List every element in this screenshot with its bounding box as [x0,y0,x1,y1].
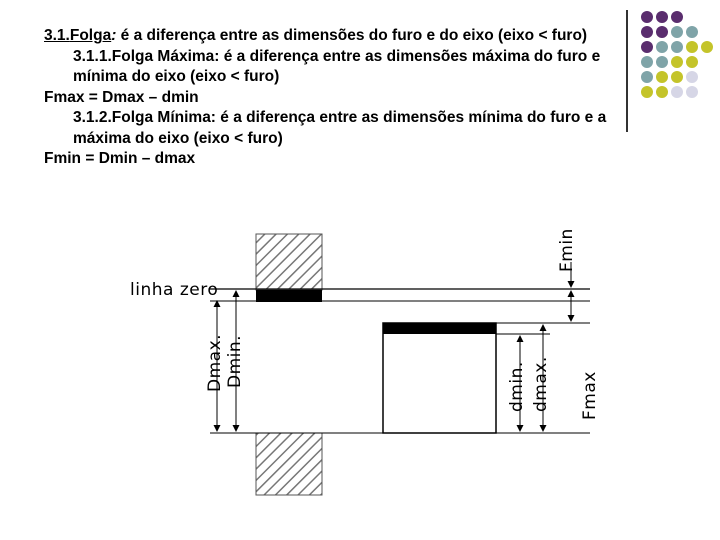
heading-number: 3.1. [44,27,70,44]
shaft-body [383,323,496,433]
fmax-formula: Fmax = Dmax – dmin [44,88,199,106]
fmax-label: Fmax [580,371,600,420]
shaft-tolerance-band [383,323,496,334]
folga-minima-definition: 3.1.2.Folga Mínima: é a diferença entre as dimensões mínima do furo e a máxima do eixo (eixo < furo) [73,109,607,147]
fmin-label: Fmin [557,228,577,272]
folga-maxima-definition: 3.1.1.Folga Máxima: é a diferença entre as dimensões máxima do furo e mínima do eixo (eixo < furo) [73,47,601,85]
heading-colon: : [111,27,117,44]
heading-term: Folga [69,27,112,44]
dmax-upper-label: Dmax. [205,333,225,392]
hole-upper-material [256,234,322,290]
dmin-lower-label: dmin. [507,361,527,412]
dmin-upper-label: Dmin. [225,334,245,388]
linha-zero-label: linha zero [130,280,219,300]
fmin-formula: Fmin = Dmin – dmax [44,150,196,167]
hole-tolerance-band [256,290,322,302]
dmax-lower-label: dmax. [531,356,551,412]
hole-lower-material [256,433,322,495]
heading-definition: é a diferença entre as dimensões do furo e do eixo (eixo < furo) [116,27,588,44]
